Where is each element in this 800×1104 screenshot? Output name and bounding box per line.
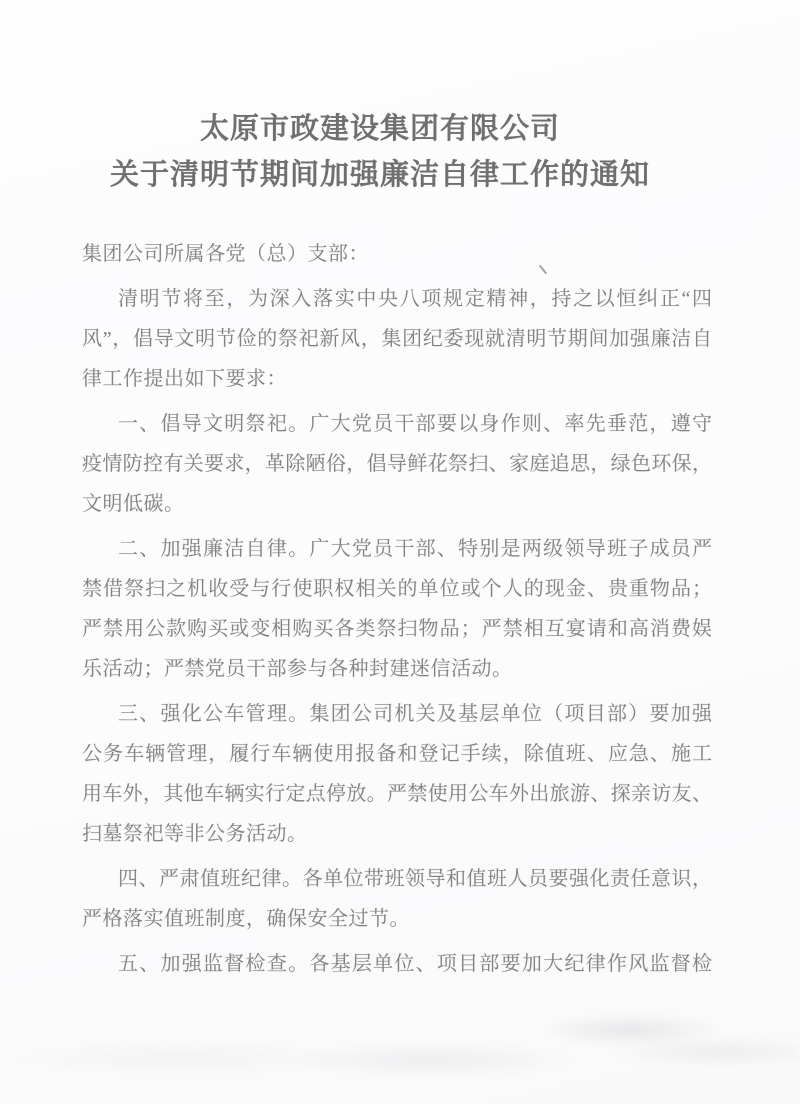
paragraph-item-2 <box>82 529 712 689</box>
text-line: 集团公司所属各党（总）支部： <box>82 243 369 265</box>
text-line: 二、加强廉洁自律。广大党员干部、特别是两级领导班子成员严 <box>118 538 712 560</box>
text-line: 五、加强监督检查。各基层单位、项目部要加大纪律作风监督检 <box>118 953 712 975</box>
paragraph-item-4 <box>82 859 712 939</box>
paragraph-salutation <box>82 234 712 274</box>
title-line-1: 太原市政建设集团有限公司 <box>199 113 560 145</box>
text-line: 一、倡导文明祭祀。广大党员干部要以身作则、率先垂范，遵守 <box>118 413 712 435</box>
text-line: 清明节将至，为深入落实中央八项规定精神，持之以恒纠正“四 <box>118 288 712 310</box>
text-line: 风”，倡导文明节俭的祭祀新风，集团纪委现就清明节期间加强廉洁自 <box>82 328 712 350</box>
text-line: 严格落实值班制度，确保安全过节。 <box>82 908 410 930</box>
text-line: 公务车辆管理，履行车辆使用报备和登记手续，除值班、应急、施工 <box>82 743 712 765</box>
text-line: 严禁用公款购买或变相购买各类祭扫物品；严禁相互宴请和高消费娱 <box>82 618 712 640</box>
title-line-2: 关于清明节期间加强廉洁自律工作的通知 <box>109 159 650 191</box>
document-body <box>82 234 712 989</box>
text-line: 律工作提出如下要求： <box>82 368 287 390</box>
paragraph-item-3 <box>82 694 712 854</box>
text-line: 禁借祭扫之机收受与行使职权相关的单位或个人的现金、贵重物品； <box>82 578 712 600</box>
text-line: 四、严肃值班纪律。各单位带班领导和值班人员要强化责任意识， <box>118 868 712 890</box>
text-line: 乐活动；严禁党员干部参与各种封建迷信活动。 <box>82 658 513 680</box>
paragraph-intro <box>82 279 712 399</box>
page-bleed-through <box>0 1000 800 1095</box>
text-line: 扫墓祭祀等非公务活动。 <box>82 823 308 845</box>
document-title <box>65 106 695 198</box>
text-line: 用车外，其他车辆实行定点停放。严禁使用公车外出旅游、探亲访友、 <box>82 783 712 805</box>
text-line: 文明低碳。 <box>82 493 185 515</box>
paragraph-item-1 <box>82 404 712 524</box>
paragraph-item-5 <box>82 944 712 984</box>
text-line: 疫情防控有关要求，革除陋俗，倡导鲜花祭扫、家庭追思，绿色环保， <box>82 453 712 475</box>
text-line: 三、强化公车管理。集团公司机关及基层单位（项目部）要加强 <box>118 703 712 725</box>
